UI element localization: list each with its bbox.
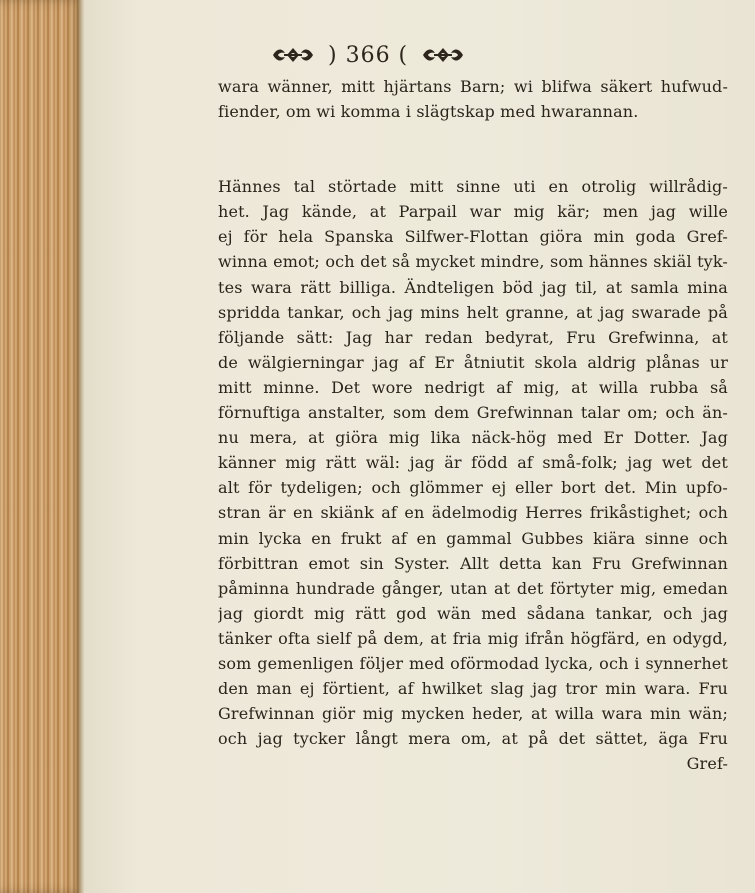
catchword: Gref-: [686, 754, 728, 774]
text-line: mitt minne. Det wore nedrigt af mig, at willa rubba så: [218, 377, 728, 397]
text-line: följande sätt: Jag har redan bedyrat, Fru Grefwinna, at: [218, 327, 728, 347]
text-line: spridda tankar, och jag mins helt granne, at jag swarade på: [218, 302, 728, 322]
text-line: wara wänner, mitt hjärtans Barn; wi blifwa säkert hufwud-: [218, 77, 728, 96]
text-line: tänker ofta sielf på dem, at fria mig ifrån högfärd, en odygd,: [218, 628, 728, 648]
text-line: som gemenligen följer med oförmodad lycka, och i synnerhet: [218, 653, 728, 673]
text-line: Hännes tal störtade mitt sinne uti en otrolig willrådig-: [218, 177, 728, 197]
text-line: ej för hela Spanska Silfwer-Flottan giöra min goda Gref-: [218, 227, 728, 247]
text-line: de wälgierningar jag af Er åtniutit skola aldrig plånas ur: [218, 352, 728, 372]
text-line: stran är en skiänk af en ädelmodig Herres frikåstighet; och: [218, 503, 728, 523]
fleuron-left-icon: [270, 44, 316, 66]
text-line: jag giordt mig rätt god wän med sådana tankar, och jag: [218, 603, 728, 623]
text-line: känner mig rätt wäl: jag är född af små-folk; jag wet det: [218, 453, 728, 473]
text-line: förbittran emot sin Syster. Allt detta kan Fru Grefwinnan: [218, 553, 728, 573]
text-line: fiender, om wi komma i slägtskap med hwarannan.: [218, 102, 639, 122]
running-header: [270, 40, 530, 70]
text-line: tes wara rätt billiga. Ändteligen böd jag til, at samla mina: [218, 277, 728, 297]
page-number: ) 366 (: [328, 42, 409, 68]
fleuron-right-icon: [420, 44, 466, 66]
book-page-edges: [0, 0, 84, 893]
body-text: [218, 74, 728, 776]
paragraph-gap: [218, 124, 728, 174]
text-line: Grefwinnan giör mig mycken heder, at willa wara min wän;: [218, 704, 728, 724]
text-line: alt för tydeligen; och glömmer ej eller bort det. Min upfo-: [218, 478, 728, 498]
text-line: den man ej förtient, af hwilket slag jag tror min wara. Fru: [218, 679, 728, 699]
text-line: förnuftiga anstalter, som dem Grefwinnan talar om; och än-: [218, 403, 728, 423]
text-line: påminna hundrade gånger, utan at det förtyter mig, emedan: [218, 578, 728, 598]
text-line: nu mera, at giöra mig lika näck-hög med Er Dotter. Jag: [218, 428, 728, 448]
text-line: het. Jag kände, at Parpail war mig kär; men jag wille: [218, 202, 728, 222]
text-line: och jag tycker långt mera om, at på det sättet, äga Fru: [218, 729, 728, 749]
text-line: min lycka en frukt af en gammal Gubbes kiära sinne och: [218, 528, 728, 548]
text-line: winna emot; och det så mycket mindre, som hännes skiäl tyk-: [218, 252, 728, 272]
